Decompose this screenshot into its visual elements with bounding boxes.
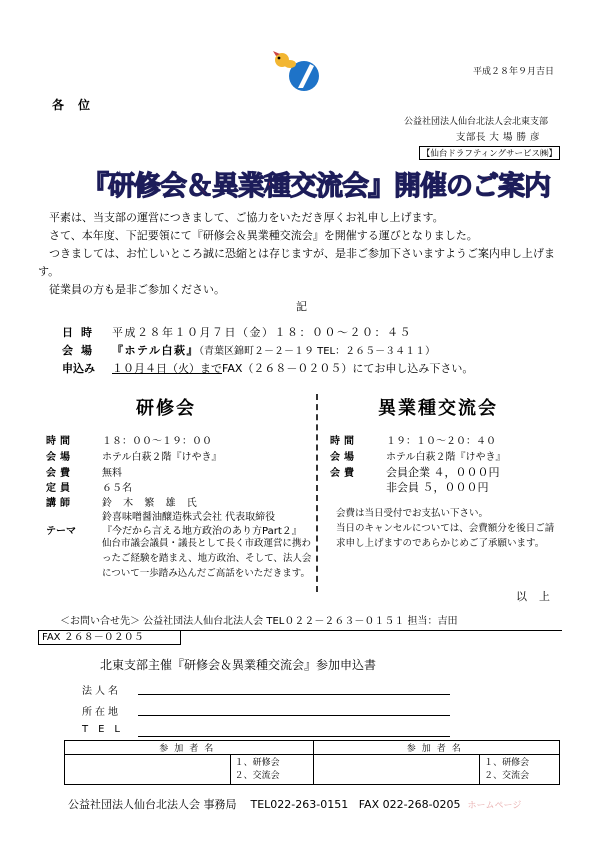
seminar-lecturer xyxy=(46,494,201,509)
homepage-link[interactable]: ホームページ xyxy=(467,801,522,811)
participant-name-cell[interactable] xyxy=(314,755,480,785)
table-header-row xyxy=(65,741,560,755)
info-label: 日時 xyxy=(62,326,100,339)
option-exchange: ２、交流会 xyxy=(484,770,530,781)
field-label: 講師 xyxy=(46,498,74,509)
info-apply xyxy=(62,360,473,376)
fax-box: FAX ２６８－０２０５ xyxy=(38,630,181,645)
field-label: 会場 xyxy=(330,452,358,463)
footer-fax: FAX 022-268-0205 xyxy=(358,798,461,811)
page-title: 『研修会＆異業種交流会』開催のご案内 xyxy=(82,171,550,202)
footer xyxy=(68,796,521,812)
exchange-note: 当日のキャンセルについては、会費額分を後日ご請求申し上げますのであらかじめご了承願います。 xyxy=(336,523,555,549)
footer-tel: TEL022-263-0151 xyxy=(250,798,349,811)
info-venue xyxy=(62,342,435,358)
exchange-time xyxy=(330,432,496,447)
participant-header: 参加者名 xyxy=(65,741,314,755)
attendance-options[interactable] xyxy=(480,755,560,785)
seminar-title: 研修会 xyxy=(136,398,196,419)
theme-description: 仙台市議会議員・議長として長く市政運営に携わったご経験を踏まえ、地方政治、そして、法人会について一歩踏み込んだご高話をいただきます。 xyxy=(102,538,312,579)
field-label: テーマ xyxy=(46,526,76,537)
field-value: ホテル白萩２階『けやき』 xyxy=(386,452,506,463)
fee-member: 会員企業 ４，０００円 xyxy=(386,466,500,479)
organization-logo xyxy=(270,48,332,94)
venue-name: 『ホテル白萩』 xyxy=(112,344,199,357)
exchange-venue xyxy=(330,448,506,463)
company-name-label: 法人名 xyxy=(82,686,121,697)
address-label: 所在地 xyxy=(82,707,121,718)
exchange-note: 会費は当日受付でお支払い下さい。 xyxy=(336,508,489,519)
field-value: ホテル白萩２階『けやき』 xyxy=(102,452,222,463)
venue-detail: （青葉区錦町２－２－１９ TEL：２６５－３４１１） xyxy=(198,346,436,357)
field-label: 時間 xyxy=(330,436,358,447)
participant-header: 参加者名 xyxy=(314,741,560,755)
branch-chief: 支部長 大 場 勝 彦 xyxy=(455,132,540,143)
closing-mark: 以上 xyxy=(516,590,562,603)
option-seminar: １、研修会 xyxy=(484,757,530,768)
field-value: ６５名 xyxy=(102,483,132,494)
tel-label: TEL xyxy=(82,724,130,735)
field-label: 会費 xyxy=(330,468,358,479)
issue-date: 平成２８年９月吉日 xyxy=(472,67,554,77)
field-value: １９：１０～２０：４０ xyxy=(386,436,496,447)
recipients: 各位 xyxy=(52,98,105,112)
seminar-capacity xyxy=(46,479,132,494)
info-label: 申込み xyxy=(62,362,95,375)
table-row xyxy=(65,755,560,785)
sender-organization: 公益社団法人仙台北法人会北東支部 xyxy=(403,117,548,127)
field-label: 会場 xyxy=(46,452,74,463)
field-label: 時間 xyxy=(46,436,74,447)
greeting-body xyxy=(38,209,568,299)
field-value: 『今だから言える地方政治のあり方Part２』 xyxy=(102,526,302,537)
body-paragraph: さて、本年度、下記要領にて『研修会＆異業種交流会』を開催する運びとなりました。 xyxy=(49,229,478,242)
lecturer-title: 鈴喜味噌醤油醸造株式会社 代表取締役 xyxy=(102,512,276,523)
field-label: 定員 xyxy=(46,483,74,494)
option-exchange: ２、交流会 xyxy=(234,770,280,781)
body-paragraph: 従業員の方も是非ご参加ください。 xyxy=(49,283,225,296)
body-paragraph: 平素は、当支部の運営につきまして、ご協力をいただき厚くお礼申し上げます。 xyxy=(49,211,444,224)
body-paragraph: つきましては、お忙しいところ誠に恐縮とは存じますが、是非ご参加下さいますようご案内申し上げます。 xyxy=(38,247,555,278)
option-seminar: １、研修会 xyxy=(234,757,280,768)
apply-deadline: １０月４日（火）まで xyxy=(112,362,222,375)
seminar-venue xyxy=(46,448,222,463)
seminar-time xyxy=(46,432,212,447)
company-name-field[interactable] xyxy=(138,694,450,695)
lecturer-name: 鈴 木 繁 雄 氏 xyxy=(102,498,201,509)
participant-name-cell[interactable] xyxy=(65,755,231,785)
column-divider xyxy=(316,394,318,592)
exchange-title: 異業種交流会 xyxy=(378,398,498,419)
field-value: １８：００～１９：００ xyxy=(102,436,212,447)
sender-company: 【仙台ドラフティングサービス㈱】 xyxy=(419,146,560,160)
participants-table xyxy=(64,740,560,785)
notes-marker: 記 xyxy=(296,300,307,313)
apply-detail: FAX（２６８－０２０５）にてお申し込み下さい。 xyxy=(222,362,474,375)
info-value: 平成２８年１０月７日（金）１８：００～２０：４５ xyxy=(112,326,412,339)
field-label: 会費 xyxy=(46,468,74,479)
fee-nonmember: 非会員 ５，０００円 xyxy=(386,481,489,494)
address-field[interactable] xyxy=(138,715,450,716)
tel-field[interactable] xyxy=(138,736,450,737)
seminar-fee xyxy=(46,464,122,479)
field-value: 無料 xyxy=(102,468,122,479)
footer-office: 公益社団法人仙台北法人会 事務局 xyxy=(68,798,237,811)
info-label: 会場 xyxy=(62,344,100,357)
seminar-theme xyxy=(46,522,302,537)
attendance-options[interactable] xyxy=(230,755,314,785)
form-title: 北東支部主催『研修会＆異業種交流会』参加申込書 xyxy=(100,658,377,672)
contact-line: ＜お問い合せ先＞ 公益社団法人仙台北法人会 TEL０２２－２６３－０１５１ 担当：吉田 xyxy=(60,616,458,627)
exchange-fee xyxy=(330,464,500,480)
info-datetime xyxy=(62,324,412,340)
